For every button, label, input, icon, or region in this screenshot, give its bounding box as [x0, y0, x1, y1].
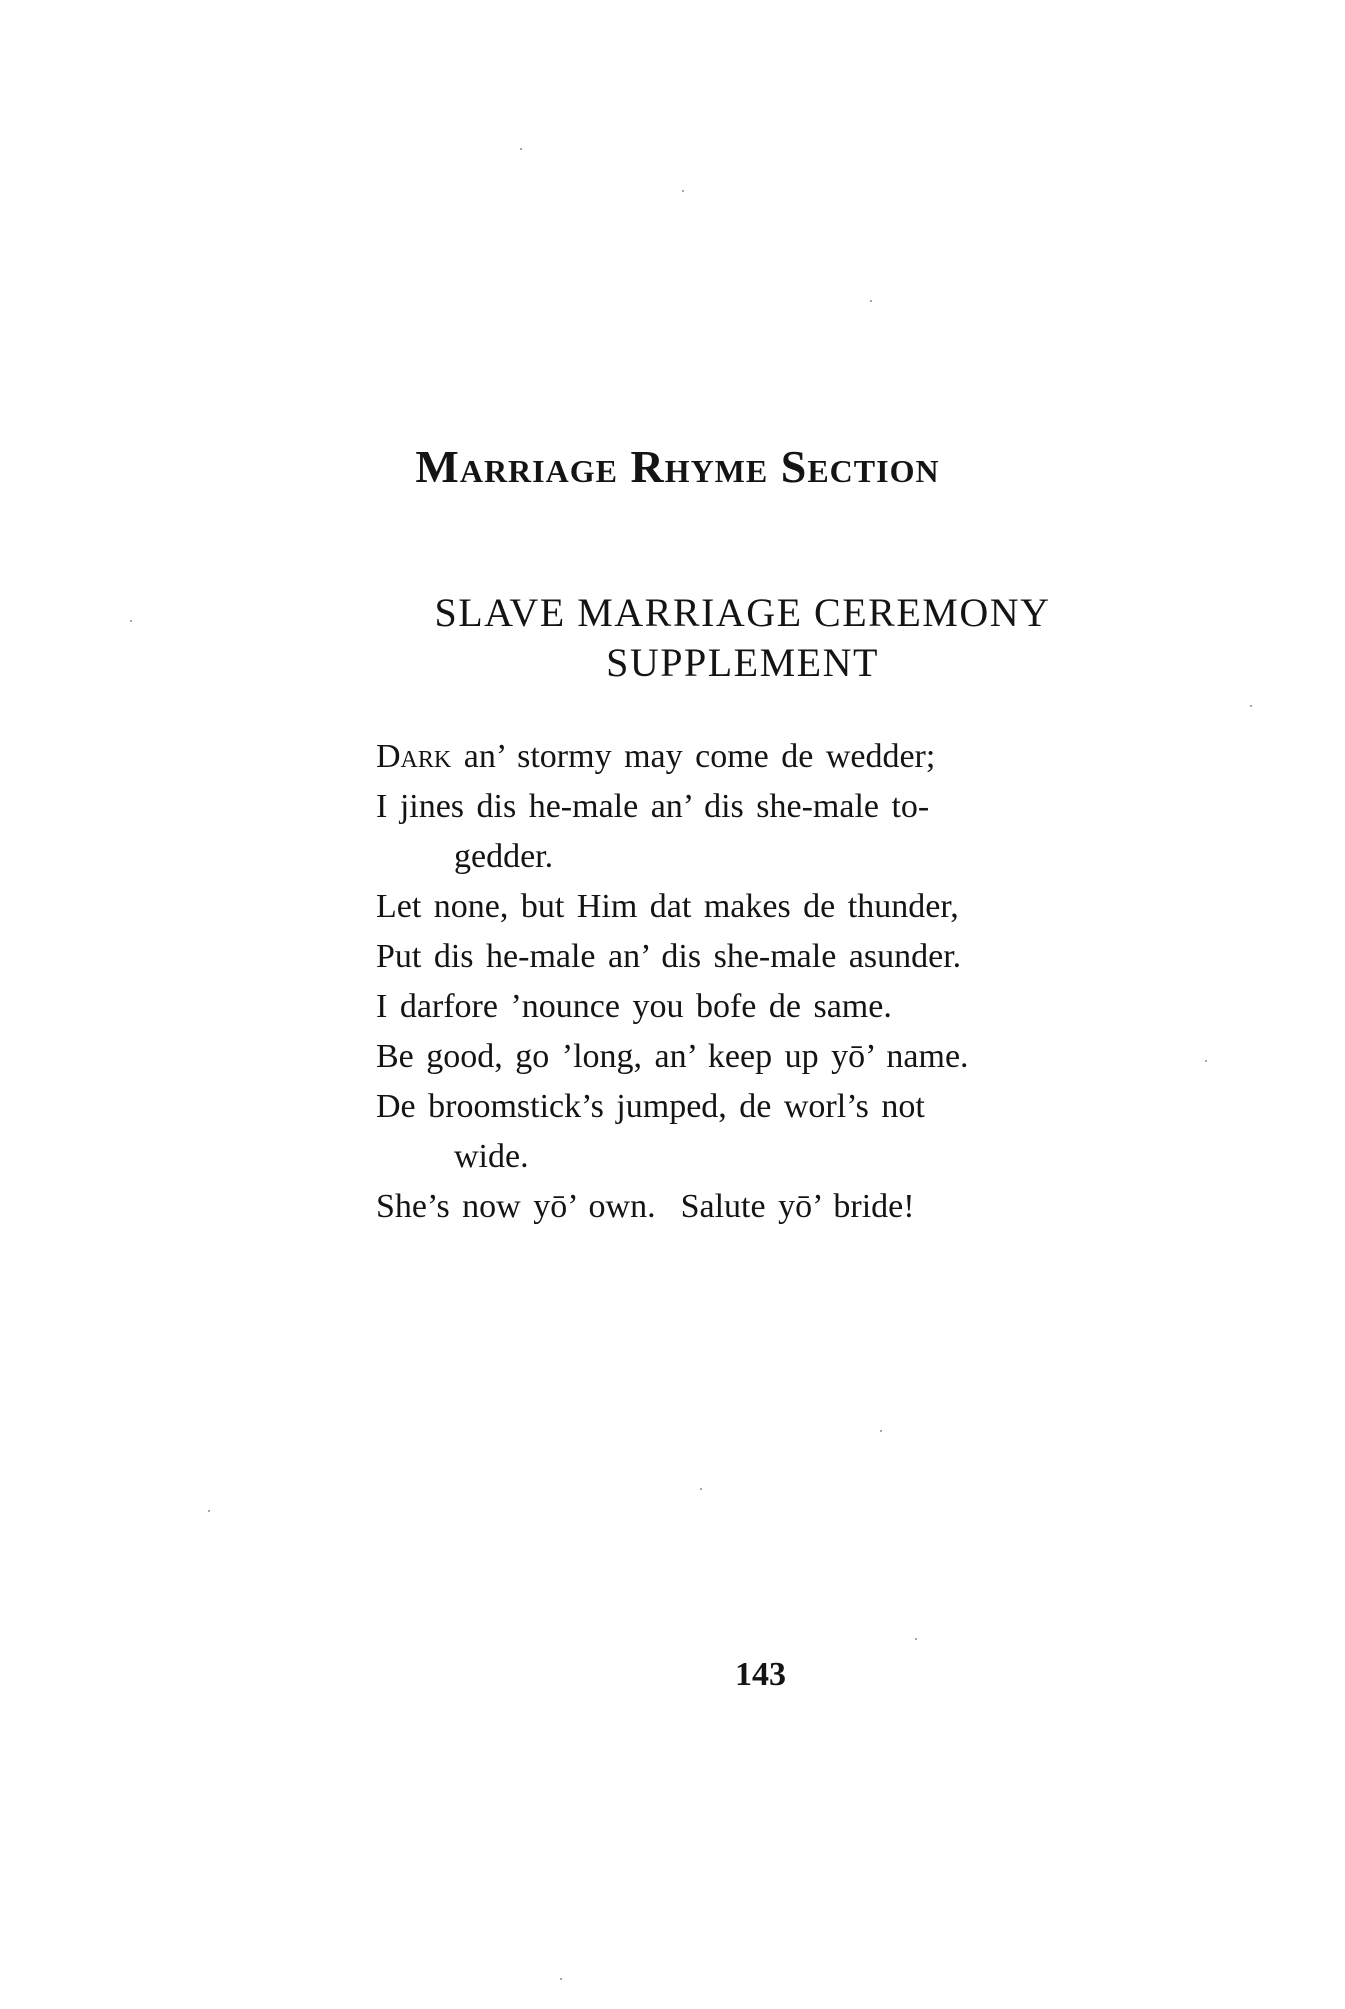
paper-speck: [1250, 705, 1252, 707]
paper-speck: [880, 1430, 882, 1432]
poem-title-line: SLAVE MARRIAGE CEREMONY: [434, 590, 1051, 635]
poem-line: I jines dis he-male an’ dis she-male to-: [376, 788, 930, 825]
poem-first-word: Dark: [376, 738, 452, 775]
paper-speck: [915, 1638, 917, 1640]
poem-title: [0, 588, 1345, 688]
poem-line: Be good, go ’long, an’ keep up yō’ name.: [376, 1038, 969, 1075]
paper-speck: [870, 300, 872, 302]
poem-line: [376, 732, 1116, 782]
poem-line-continuation: gedder.: [454, 838, 554, 875]
poem-line: Put dis he-male an’ dis she-male asunder.: [376, 938, 962, 975]
paper-speck: [560, 1978, 562, 1980]
poem-title-line: SUPPLEMENT: [606, 640, 879, 685]
paper-speck: [208, 1510, 210, 1512]
poem-line: She’s now yō’ own. Salute yō’ bride!: [376, 1188, 915, 1225]
section-heading: Marriage Rhyme Section: [415, 441, 940, 492]
poem-line: I darfore ’nounce you bofe de same.: [376, 988, 892, 1025]
paper-speck: [520, 148, 522, 150]
poem-line: Let none, but Him dat makes de thunder,: [376, 888, 959, 925]
paper-speck: [700, 1488, 702, 1490]
poem-line-continuation: wide.: [454, 1138, 529, 1175]
poem-line-text: an’ stormy may come de wedder;: [451, 738, 936, 775]
paper-speck: [1205, 1060, 1207, 1062]
paper-speck: [682, 190, 684, 192]
poem-line: De broomstick’s jumped, de worl’s not: [376, 1088, 925, 1125]
poem-body: [376, 732, 1116, 1232]
page-number: 143: [735, 1656, 786, 1693]
